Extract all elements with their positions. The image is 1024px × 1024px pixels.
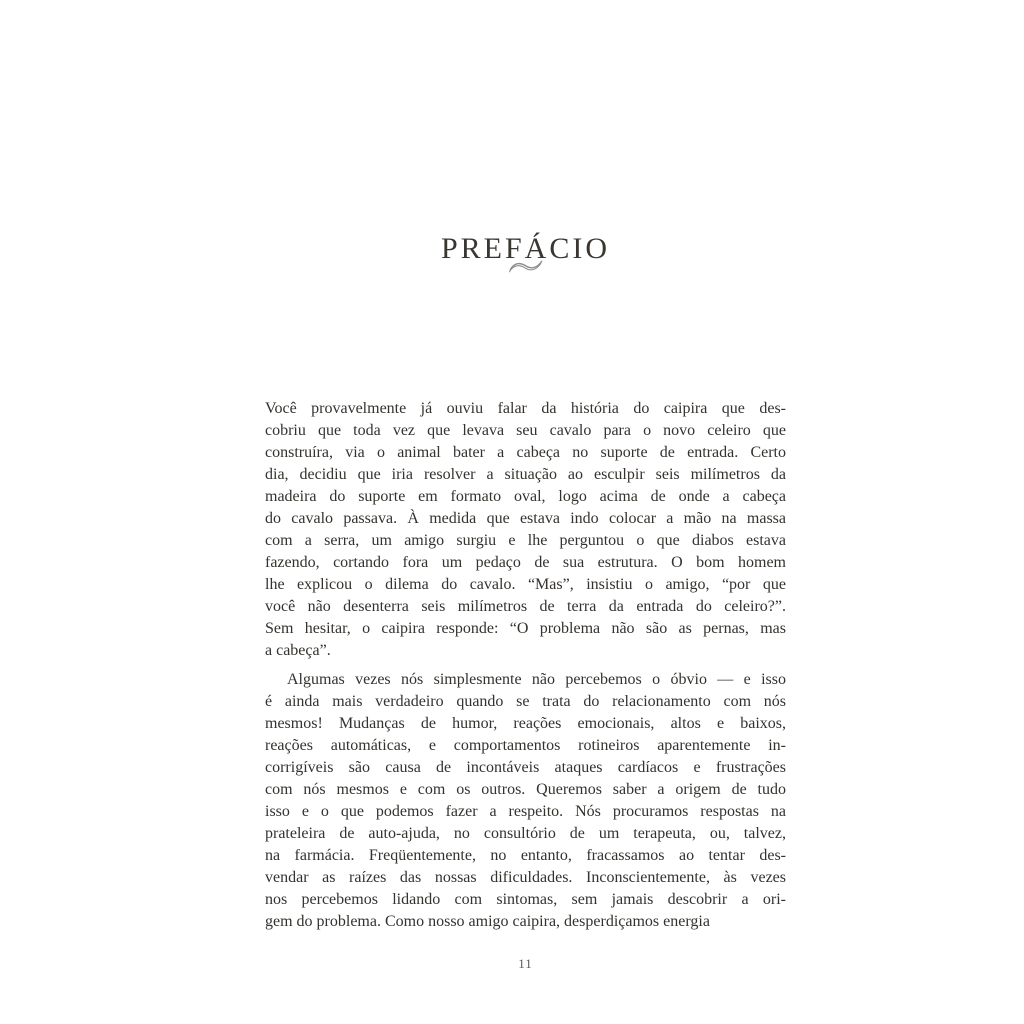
text-line: vendar as raízes das nossas dificuldades. Inconscientemente, às vezes	[265, 869, 786, 886]
text-line: do cavalo passava. À medida que estava indo colocar a mão na massa	[265, 510, 786, 527]
text-line: corrigíveis são causa de incontáveis ataques cardíacos e frustrações	[265, 759, 786, 776]
text-line: na farmácia. Freqüentemente, no entanto, fracassamos ao tentar des-	[265, 847, 786, 864]
section-divider	[265, 256, 786, 281]
body-paragraphs	[265, 398, 786, 933]
text-line: Você provavelmente já ouviu falar da história do caipira que des-	[265, 400, 786, 417]
text-line: com nós mesmos e com os outros. Queremos saber a origem de tudo	[265, 781, 786, 798]
page-number: 11	[518, 956, 533, 971]
text-line: você não desenterra seis milímetros de terra da entrada do celeiro?”.	[265, 598, 786, 615]
text-line: fazendo, cortando fora um pedaço de sua estrutura. O bom homem	[265, 554, 786, 571]
text-line: prateleira de auto-ajuda, no consultório de um terapeuta, ou, talvez,	[265, 825, 786, 842]
text-line: Algumas vezes nós simplesmente não percebemos o óbvio — e isso	[287, 671, 786, 688]
text-line: reações automáticas, e comportamentos rotineiros aparentemente in-	[265, 737, 786, 754]
chapter-title: PREFÁCIO	[440, 232, 611, 266]
text-line: dia, decidiu que iria resolver a situação ao esculpir seis milímetros da	[265, 466, 786, 483]
paragraph	[265, 669, 786, 933]
text-line: cobriu que toda vez que levava seu cavalo para o novo celeiro que	[265, 422, 786, 439]
text-line: mesmos! Mudanças de humor, reações emocionais, altos e baixos,	[265, 715, 786, 732]
text-line: construíra, via o animal bater a cabeça no suporte de entrada. Certo	[265, 444, 786, 461]
text-line: gem do problema. Como nosso amigo caipira, desperdiçamos energia	[265, 913, 710, 930]
text-line: isso e o que podemos fazer a respeito. Nós procuramos respostas na	[265, 803, 786, 820]
text-line: Sem hesitar, o caipira responde: “O problema não são as pernas, mas	[265, 620, 786, 637]
text-line: é ainda mais verdadeiro quando se trata do relacionamento com nós	[265, 693, 786, 710]
text-line: nos percebemos lidando com sintomas, sem jamais descobrir a ori-	[265, 891, 786, 908]
text-line: lhe explicou o dilema do cavalo. “Mas”, insistiu o amigo, “por que	[265, 576, 786, 593]
paragraph	[265, 398, 786, 662]
tilde-ornament-icon	[505, 263, 547, 280]
text-line: madeira do suporte em formato oval, logo acima de onde a cabeça	[265, 488, 786, 505]
text-line: a cabeça”.	[265, 642, 331, 659]
text-line: com a serra, um amigo surgiu e lhe perguntou o que diabos estava	[265, 532, 786, 549]
